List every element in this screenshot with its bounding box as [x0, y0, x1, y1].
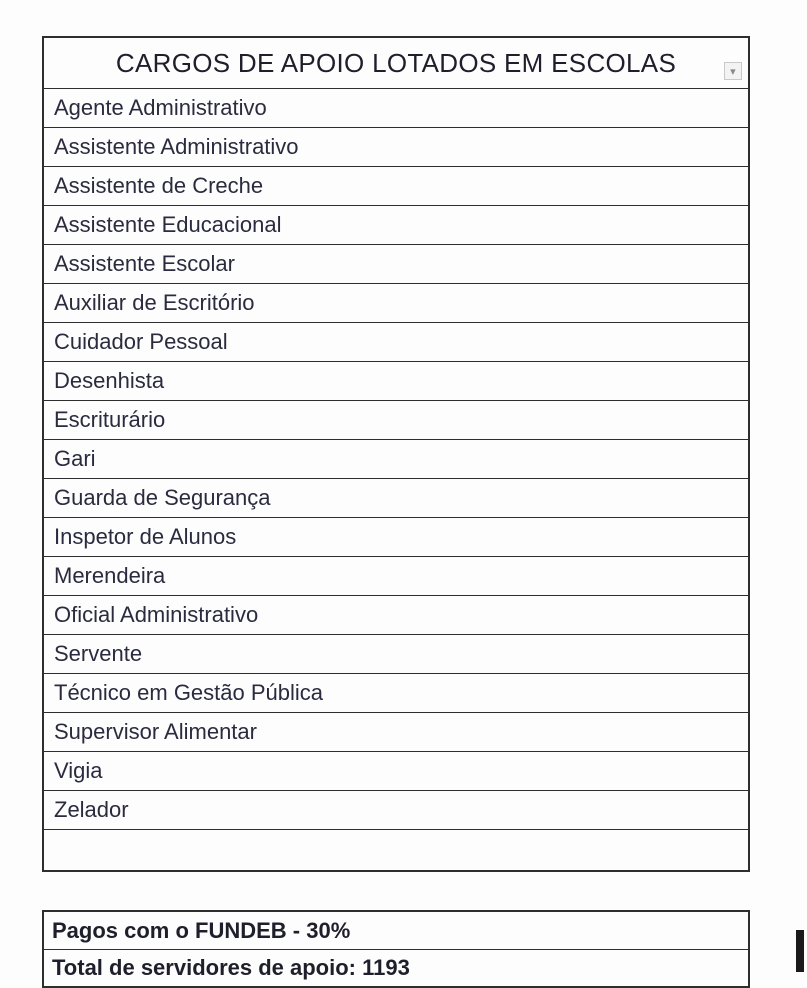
- table-row: [44, 674, 748, 713]
- table-cell: Oficial Administrativo: [54, 602, 259, 627]
- table-cell: Assistente Educacional: [54, 212, 282, 237]
- table-cell: Assistente Administrativo: [54, 134, 299, 159]
- table-row: [44, 167, 748, 206]
- table-cell: Merendeira: [54, 563, 166, 588]
- table-row: [44, 245, 748, 284]
- edge-mark: [796, 930, 804, 972]
- table-cell: Desenhista: [54, 368, 165, 393]
- positions-table: [42, 36, 750, 872]
- spreadsheet-area: [42, 36, 750, 988]
- table-cell: Assistente Escolar: [54, 251, 235, 276]
- table-row: [44, 362, 748, 401]
- table-row: [44, 440, 748, 479]
- funding-label: Pagos com o FUNDEB - 30%: [52, 917, 351, 943]
- table-row: [44, 89, 748, 128]
- total-label: Total de servidores de apoio: 1193: [52, 955, 410, 980]
- table-row: [44, 752, 748, 791]
- table-cell: Assistente de Creche: [54, 173, 264, 198]
- table-row: [44, 128, 748, 167]
- table-header-label: CARGOS DE APOIO LOTADOS EM ESCOLAS: [115, 47, 677, 78]
- dropdown-filter-icon[interactable]: ▾: [724, 62, 742, 80]
- table-cell: Vigia: [54, 758, 103, 783]
- table-cell: Supervisor Alimentar: [54, 719, 257, 744]
- table-row: [44, 635, 748, 674]
- table-row: [44, 596, 748, 635]
- table-row: [44, 518, 748, 557]
- table-row: [44, 713, 748, 752]
- table-row: [44, 323, 748, 362]
- funding-row: [44, 912, 748, 949]
- table-cell: Servente: [54, 641, 143, 666]
- table-row: [44, 284, 748, 323]
- table-cell: Agente Administrativo: [54, 95, 267, 120]
- table-row: [44, 401, 748, 440]
- table-cell: Cuidador Pessoal: [54, 329, 228, 354]
- table-cell: Técnico em Gestão Pública: [54, 680, 324, 705]
- total-row: [44, 949, 748, 986]
- table-cell: Inspetor de Alunos: [54, 524, 237, 549]
- summary-table: [42, 910, 750, 988]
- table-row: [44, 479, 748, 518]
- table-cell: Escriturário: [54, 407, 166, 432]
- table-row: [44, 206, 748, 245]
- table-row: [44, 557, 748, 596]
- empty-row: [44, 830, 748, 870]
- table-cell: Zelador: [54, 797, 129, 822]
- table-cell: Guarda de Segurança: [54, 485, 271, 510]
- table-cell: Gari: [54, 446, 96, 471]
- table-cell: Auxiliar de Escritório: [54, 290, 255, 315]
- spacer: [42, 872, 750, 910]
- table-header: [44, 38, 748, 89]
- table-row: [44, 791, 748, 830]
